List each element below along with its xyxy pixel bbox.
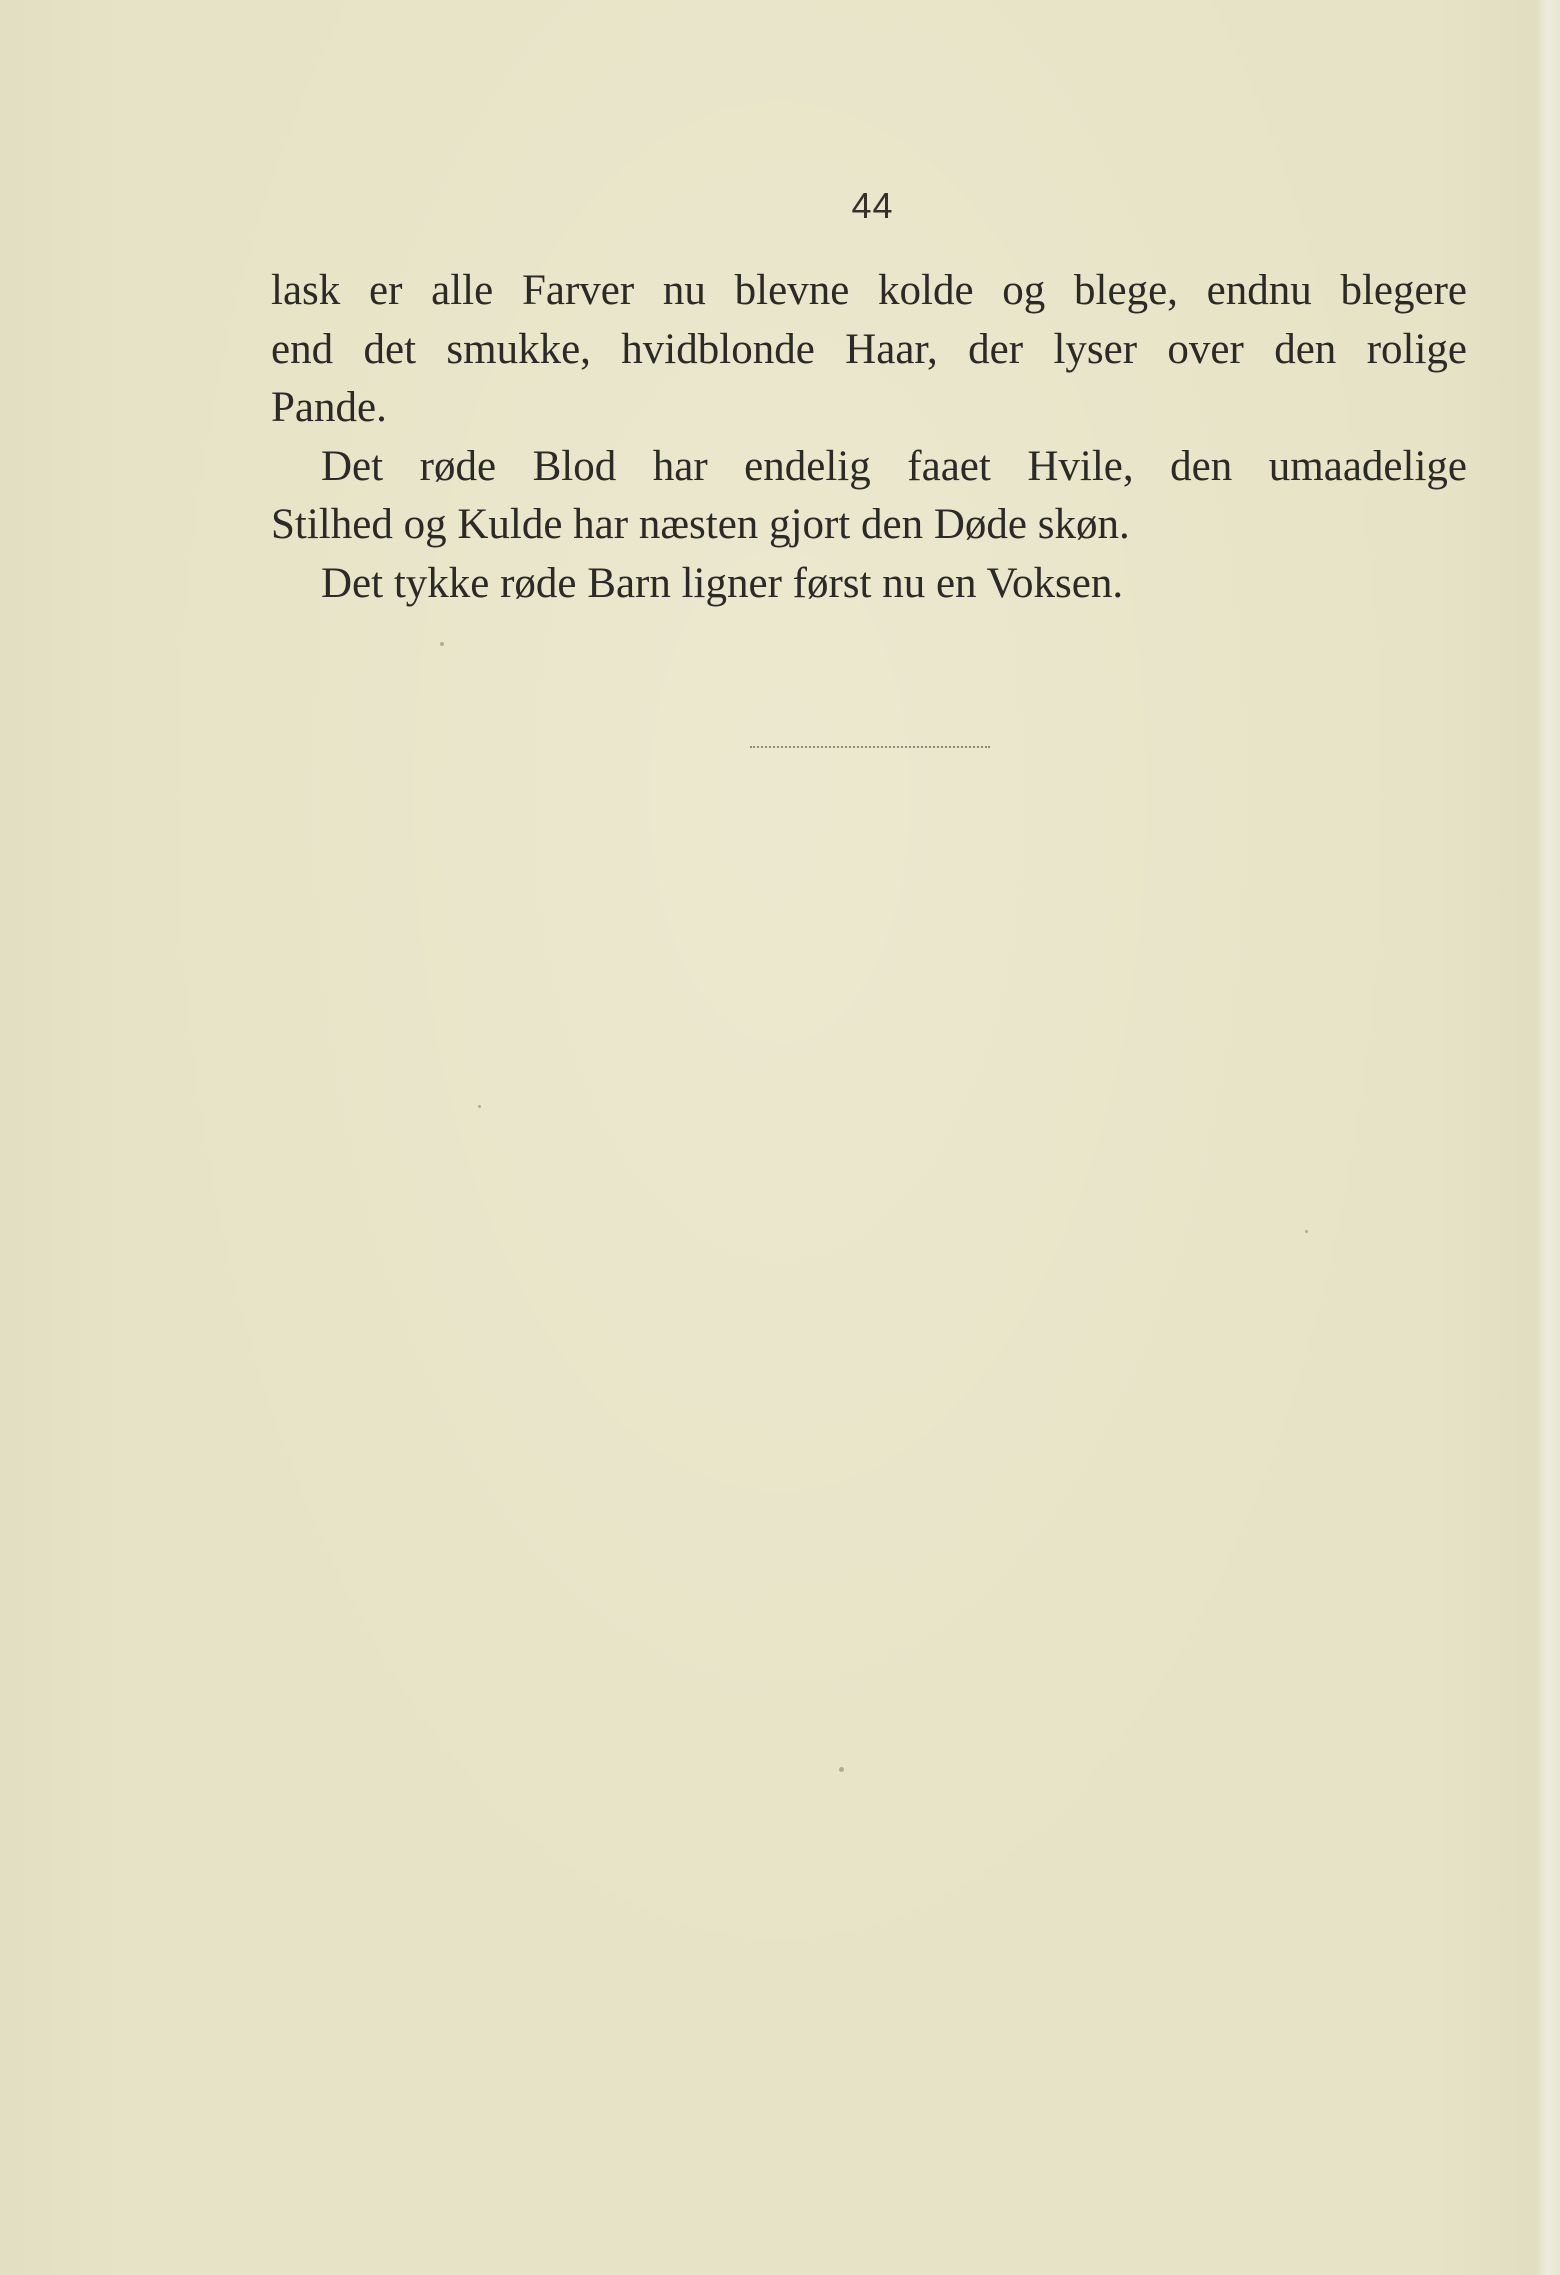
paper-speck <box>839 1767 844 1772</box>
paragraph-2-line-1: Det røde Blod har endelig faaet Hvile, den umaadelige <box>321 442 1467 490</box>
paragraph-2-line-2: Stilhed og Kulde har næsten gjort den Døde skøn. <box>271 501 1130 548</box>
body-text <box>271 262 1467 613</box>
paragraph-3-line-1: Det tykke røde Barn ligner først nu en Voksen. <box>321 559 1124 607</box>
paragraph-1-line-2: end det smukke, hvidblonde Haar, der lyser over den rolige <box>271 325 1467 373</box>
paper-speck <box>1305 1230 1308 1233</box>
page-edge <box>1534 0 1560 2275</box>
paragraph-1-line-3: Pande. <box>271 384 387 431</box>
paper-speck <box>478 1105 481 1108</box>
paper-speck <box>440 642 444 646</box>
section-divider <box>750 746 990 748</box>
paragraph-1-line-1: lask er alle Farver nu blevne kolde og blege, endnu blegere <box>271 267 1467 314</box>
page-number: 44 <box>851 185 894 226</box>
